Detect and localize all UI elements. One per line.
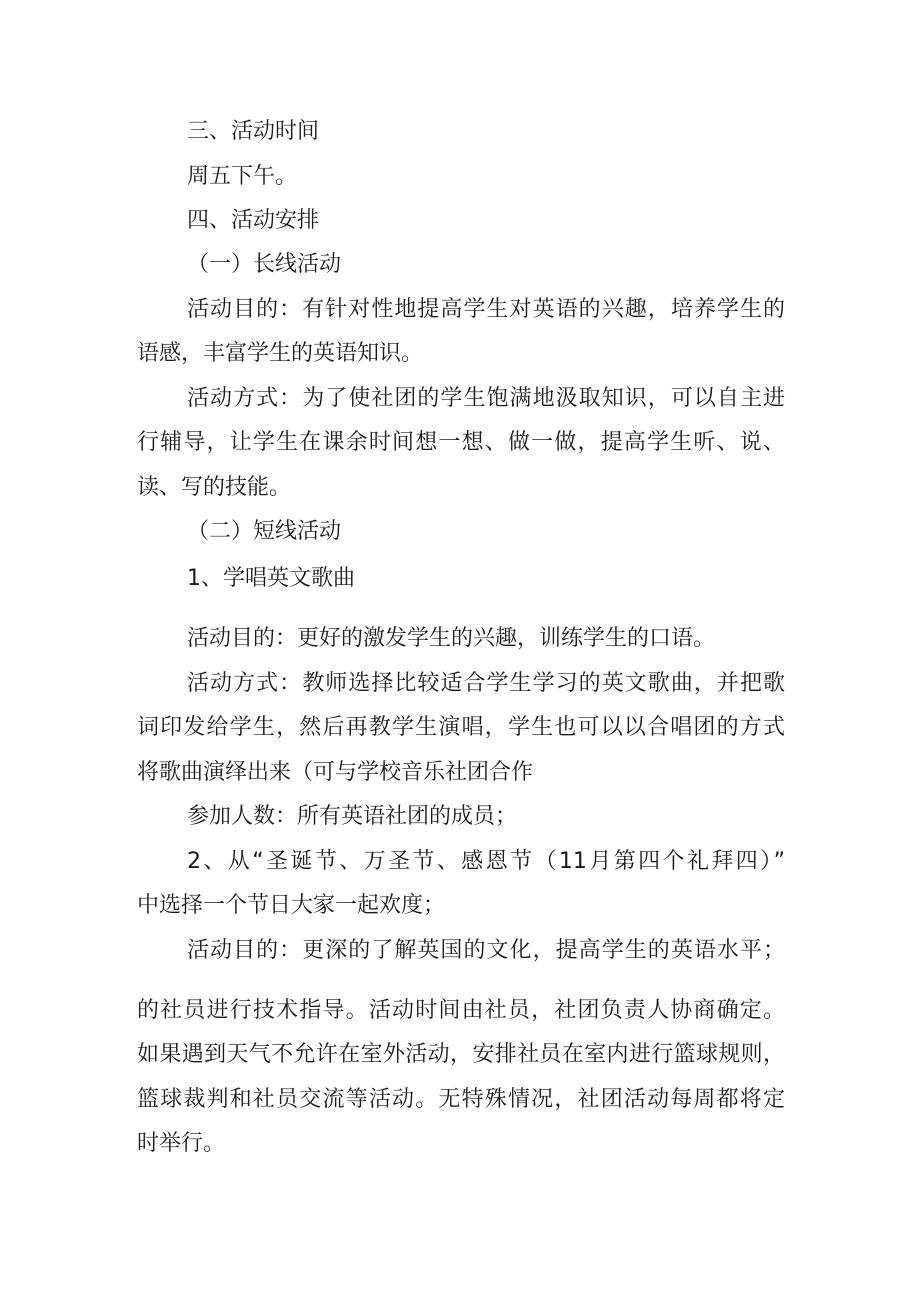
section-3-text: 周五下午。 [187,164,298,189]
long-purpose-line-1: 活动目的：有针对性地提高学生对英语的兴趣，培养学生的 [187,297,785,322]
item-1-method-line-3: 将歌曲演绎出来（可与学校音乐社团合作 [137,760,534,785]
long-activity-heading: （一）长线活动 [187,252,342,277]
item-2-title-line-2: 中选择一个节日大家一起欢度； [137,893,446,918]
long-method-line-3: 读、写的技能。 [137,475,292,500]
section-3-heading: 三、活动时间 [187,119,320,144]
long-purpose-line-2: 语感，丰富学生的英语知识。 [137,341,424,366]
item-2-title-line-1: 2、从“圣诞节、万圣节、感恩节（11月第四个礼拜四）” [187,849,785,874]
item-1-method-line-1: 活动方式：教师选择比较适合学生学习的英文歌曲，并把歌 [187,671,785,696]
trailing-line-3: 篮球裁判和社员交流等活动。无特殊情况，社团活动每周都将定 [137,1087,785,1112]
trailing-line-4: 时举行。 [137,1131,226,1156]
item-1-purpose: 活动目的：更好的激发学生的兴趣，训练学生的口语。 [187,626,716,651]
item-1-participants: 参加人数：所有英语社团的成员； [187,804,518,829]
trailing-line-2: 如果遇到天气不允许在室外活动，安排社员在室内进行篮球规则， [137,1042,785,1067]
long-method-line-2: 行辅导，让学生在课余时间想一想、做一做，提高学生听、说、 [137,430,785,455]
short-activity-heading: （二）短线活动 [187,519,342,544]
item-2-purpose: 活动目的：更深的了解英国的文化，提高学生的英语水平； [187,938,785,963]
item-1-method-line-2: 词印发给学生，然后再教学生演唱，学生也可以以合唱团的方式 [137,715,785,740]
item-1-title: 1、学唱英文歌曲 [187,566,355,591]
long-method-line-1: 活动方式：为了使社团的学生饱满地汲取知识，可以自主进 [187,386,785,411]
trailing-line-1: 的社员进行技术指导。活动时间由社员，社团负责人协商确定。 [137,998,785,1023]
section-4-heading: 四、活动安排 [187,208,320,233]
